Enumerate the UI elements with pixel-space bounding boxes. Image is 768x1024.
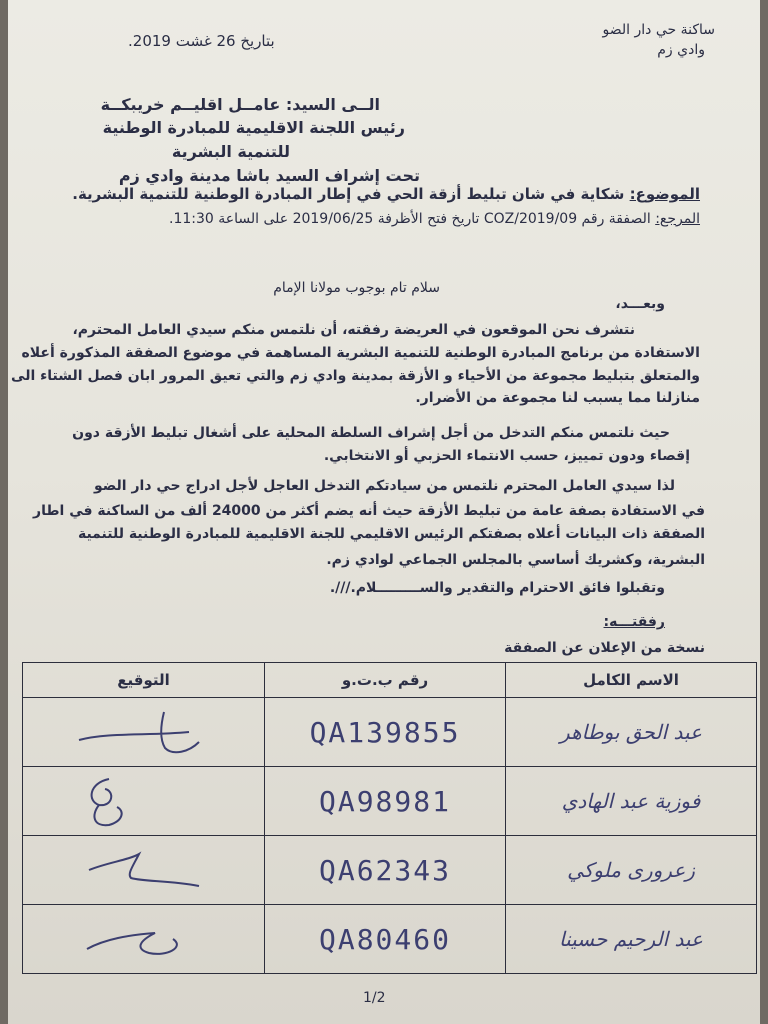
signature-mark [69,840,219,900]
table-header-row [23,663,757,698]
signer-name [506,698,757,767]
body-line: حيث نلتمس منكم التدخل من أجل إشراف السلطة المحلية على أشغال تبليط الأزقة دون [72,425,670,441]
document-date: بتاريخ 26 غشت 2019. [128,32,275,50]
page-number: 1/2 [363,990,386,1006]
handwritten-name: عبد الحق بوطاهر [560,720,702,744]
handwritten-name: زعرورى ملوكي [567,858,695,882]
greeting: سلام تام بوجوب مولانا الإمام [273,280,440,296]
signer-id [265,698,506,767]
reference-text: الصفقة رقم COZ/2019/09 تاريخ فتح الأظرفة 2019/06/25 على الساعة 11:30. [168,211,656,227]
sender-line: ساكنة حي دار الضو [602,22,715,38]
reference-line [169,211,700,227]
signature-mark [69,771,219,831]
handwritten-id: QA98981 [318,784,451,818]
body-line: والمتعلق بتبليط مجموعة من الأحياء و الأزقة بمدينة وادي زم والتي تعيق المرور ابان فصل الشتاء الى [11,368,700,384]
body-line: في الاستفادة بصفة عامة من تبليط الأزقة حيث أنه يضم أكثر من 24000 ألف من الساكنة في اطار [33,503,705,519]
body-line: إقصاء ودون تمييز، حسب الانتماء الحزبي أو الانتخابي. [323,448,690,464]
attachment-copy: نسخة من الإعلان عن الصفقة [504,640,705,656]
document-page [8,0,760,1024]
addressee-line: الــى السيد: عامــل اقليــم خريبكــة [100,95,380,114]
subject-text: شكاية في شان تبليط أزقة الحي في إطار المبادرة الوطنية للتنمية البشرية. [72,185,630,203]
table-row [23,836,757,905]
header-signature: التوقيع [23,663,265,698]
addressee-line: للتنمية البشرية [171,142,290,161]
signature-cell [23,698,265,767]
table-row [23,905,757,974]
signer-name [506,767,757,836]
signer-id [265,905,506,974]
table-row [23,698,757,767]
after-greeting: وبعـــد، [615,296,665,312]
body-line: البشرية، وكشريك أساسي بالمجلس الجماعي لوادي زم. [326,552,705,568]
handwritten-id: QA62343 [318,853,451,887]
subject-line [72,185,700,203]
handwritten-id: QA80460 [318,922,451,956]
signatures-table [22,662,757,974]
sender-city: وادي زم [657,42,705,58]
body-line: نتشرف نحن الموقعون في العريضة رفقته، أن نلتمس منكم سيدي العامل المحترم، [72,322,635,338]
handwritten-name: عبد الرحيم حسينا [559,927,703,951]
signature-cell [23,836,265,905]
addressee-line: تحت إشراف السيد باشا مدينة وادي زم [118,166,420,185]
body-line: الصفقة ذات البيانات أعلاه بصفتكم الرئيس الاقليمي للجنة الاقليمية للمبادرة الوطنية للتنمية [77,526,705,542]
handwritten-name: فوزية عبد الهادي [561,789,701,813]
header-full-name: الاسم الكامل [506,663,757,698]
reference-label: المرجع: [655,211,700,227]
attachment-label: رفقتـــه: [603,614,665,630]
handwritten-id: QA139855 [309,715,461,749]
body-line: الاستفادة من برنامج المبادرة الوطنية للتنمية البشرية المساهمة في موضوع الصفقة المذكورة أعلاه [21,345,700,361]
closing-line: وتقبلوا فائق الاحترام والتقدير والســـــــــلام.///. [329,580,665,596]
signer-id [265,767,506,836]
signature-cell [23,767,265,836]
addressee-line: رئيس اللجنة الاقليمية للمبادرة الوطنية [102,118,405,137]
signature-mark [69,909,219,969]
body-line: منازلنا مما يسبب لنا مجموعة من الأضرار. [415,390,700,406]
body-line: لذا سيدي العامل المحترم نلتمس من سيادتكم التدخل العاجل لأجل ادراج حي دار الضو [93,478,675,494]
subject-label: الموضوع: [629,185,700,203]
signer-name [506,836,757,905]
table-row [23,767,757,836]
signature-cell [23,905,265,974]
signer-id [265,836,506,905]
signer-name [506,905,757,974]
signature-mark [69,702,219,762]
header-id-number: رقم ب.ت.و [265,663,506,698]
